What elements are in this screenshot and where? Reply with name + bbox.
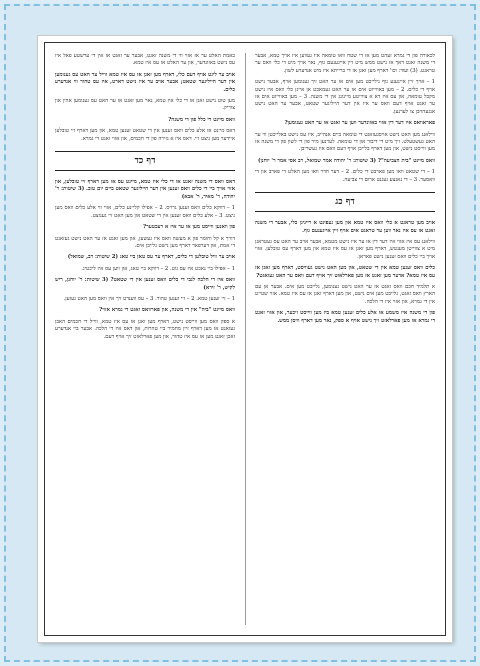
text-paragraph: 1 – דווקא כלים וואס זענען גרויס. 2 – אפילו קליינע כלים, אזוי ווי אלע כלים וואס מען ניצט. 3 – אלע כלים וואס זענען אין די שטאט און מען האט זיי גענוצט. <box>55 205 235 219</box>
question-paragraph: אויב ער וויל טובלען די כלים, דארף ער עס טאן ביי טאג (2 שיטות: רב, שמואל) <box>67 254 235 261</box>
left-column <box>55 53 235 625</box>
left-column-top <box>55 53 235 143</box>
question-paragraph: פאראוואס איז דער דין אזוי באזונדער ווען ער זאגט אז ער האט גענומען? <box>284 120 435 127</box>
text-paragraph: ווילאנג עס איז אזוי איז דער דין אז ער איז נישט מטמא, אבער אויב ער האט עס געטראגן מיט א צווייטן מענטש, דארף מען זאגן אז עס איז טמא און מען דארף עס טובלען. אזוי אויך ביי כלים וואס זענען נישט פאראן. <box>255 238 435 260</box>
right-column <box>255 53 435 625</box>
text-paragraph: דאס מיינט אז אלע כלים וואס זענען אין די שטאט זענען טמא, און מען דארף זיי טובלען איידער מען ניצט זיי. דאס איז א גזירה פון די חכמים, און אזוי זאגט די גמרא. <box>55 128 235 142</box>
document-page <box>38 36 452 642</box>
text-paragraph: מען טוט נישט זאגן אז די כלי איז טמא, נאר מען זאגט אז ער האט עס גענומען אהין און צוריק. <box>55 98 235 112</box>
daf-heading-left: דף כד <box>55 151 235 171</box>
question-paragraph: אויב ער ליגט אויף דעם כלי, דארף מען זאגן אז עס איז טמא ווייל ער האט עס גענומען אין דער הייליגער שטאט; אבער אויב ער איז נישט דארט, איז עס טהור ווי אנדערע כלים. <box>55 71 235 93</box>
question-paragraph: אויב מען טראגט א כלי וואס איז טמא און מען געפינט א רייניגן כלי, אבער די משנה זאגט אז עס איז נאר ווען ער טראגט אים אויף זיין אייגענעם גוף. <box>255 220 435 234</box>
text-paragraph: 1 – אויך זיין אייגענע גוף גילייכט מען אים אז ער האט זיך גענומען אויף, אבער נישט אויף די כלים. 2 – מען באווייזט אים אז ער האט געמאכט אן אייגן כלי וואס איז נישט מקבל טומאה, און עס איז דא א צווייטע מיינונג אין די משנה. 3 – מען באווייזט אים אז ער זאגט אויף דעם וואס ער איז אין דער הייליגער שטאט, אבער ער האט נישט אנגעהויבן צו לערנען. <box>255 79 435 115</box>
right-column-bottom <box>255 220 435 325</box>
text-paragraph: 1 – די שטאט וואו מען פארבט די כלים. 2 – דער חדר וואו מען האלט די פארב און די וואסער. 3 – די גאנצע געגנט ארום די צביעה. <box>255 169 435 183</box>
daf-heading-right: דף כג <box>255 192 435 212</box>
text-paragraph: א ספק וואס מען ווייסט נישט, דארף מען זאגן אז עס איז טמא, ווייל די חכמים האבן געזאגט אז מען דארף זיין מחמיר ביי טהרות, און דאס איז די הלכה. אבער ביי אנדערע זאכן זאגט מען אז עס איז טהור, און מען פארלאזט זיך אויף דעם. <box>55 318 235 340</box>
text-paragraph: לכאורה פון די גמרא זעהט מען אז די שטח וואו טומאה איז געווען איז אויך טמא, אבער די משנה זאגט דאך אז נישט ממש מיט זיין אייגענעם גוף, נאר אויך מיט די כלי וואס ער טראגט. (3) ועוד: וכו' דארף מען זאגן אז די ברייתא איז מיט אנדערע לשון. <box>255 53 435 74</box>
column-divider <box>245 53 246 625</box>
question-paragraph: כלים וואס זענען טמא אין די שטאט, און מען האט נישט געוויסט, דארף מען זאגן אז עס איז טמא? אדער מען זאגט אז מען פארלאזט זיך אויף דעם וואס ער האט געזאגט? <box>255 265 435 279</box>
page-frame <box>44 42 446 636</box>
question-paragraph: וואס מיינט "ביה" אין די משנה, און פארוואס זאגט די גמרא אזוי? <box>99 307 235 314</box>
text-paragraph: 1 – אפילו ביי נאכט איז עס גוט. 2 – דווקא ביי טאג, און ווען עס איז ליכטיג. <box>81 265 235 272</box>
text-paragraph: 1 – זיי זענען טמא. 2 – זיי זענען טהור. 3 – עס ווענדט זיך אין וואס מען האט געזען. <box>63 295 235 302</box>
question-paragraph: פון וואנען ווייסט מען אז ער איז א רעכטער? <box>143 224 235 231</box>
text-paragraph: ווילאנג מען האט נישט אויסגעזאגט די טומאה ביים אנהייב, איז עס נישט באלייכטן ווי ער האט געשטעלט. זיך מיט די דיבור און די טומאה. לערנען מיר פון די לשון פון די משנה אז מען ווייסט נישט, און מען דארף בלייבן אויף דעם וואס איז געשריבן. <box>255 131 435 153</box>
text-paragraph: באמת האלט ער אז אזוי ווי די משנה זאגט, אבער ער זאגט אז אין די ערשטע פאל איז עס נישט באזונדער, און ער האלט אז עס איז טמא. <box>55 53 235 67</box>
right-column-top <box>255 53 435 184</box>
left-column-bottom <box>55 179 235 341</box>
question-paragraph: דאס וואס די משנה זאגט אז די כלי איז טמא, מיינט עס אז מען דארף זיי טובלען, און אזוי אויך ביי די כלים וואס זענען אין דער הייליגער שטאט ביים יום טוב. (3 שיטות: ר' יהודה, ר' מאיר, ר' אבא) <box>55 179 235 200</box>
text-paragraph: א תלמיד חכם וואס זאגט אז ער האט נישט גענומען, גלייבט מען אים. אבער אן עם הארץ וואס זאגט, גלייבט מען אים נישט, און מען דארף זאגן אז עס איז טמא. אזוי שטייט אין די גמרא, און אזוי איז די הלכה. <box>255 283 435 305</box>
question-paragraph: וואס איז די הלכה לגבי די כלים וואס זענען אין די שטאט? (3 שיטות: ר' יוחנן, ריש לקיש, ר' זירא) <box>55 277 235 291</box>
question-paragraph: פון די משנה איז משמע אז אלע כלים זענען טמא ביז מען ווייסט זיכער, און אזוי זאגט די גמרא אז מען פארלאזט זיך נישט אויף א ספק, נאר מען דארף וויסן ממש. <box>255 310 435 324</box>
question-paragraph: וואס מיינט די כלל פון די משנה? <box>168 116 235 123</box>
viewer-background <box>4 4 476 662</box>
question-paragraph: וואס מיינט "בית הצביעה"? (3 שיטות: ר' יהודה אמר שמואל, רב אסי אמר ר' יוחנן) <box>258 157 435 164</box>
text-paragraph: דורך א קל וחומר פון א מעשה וואס איז געשען, און מען זאגט אז ער האט נישט געזאגט די אמת, און דערפאר דארף מען נישט גלייבן אים. <box>55 235 235 249</box>
